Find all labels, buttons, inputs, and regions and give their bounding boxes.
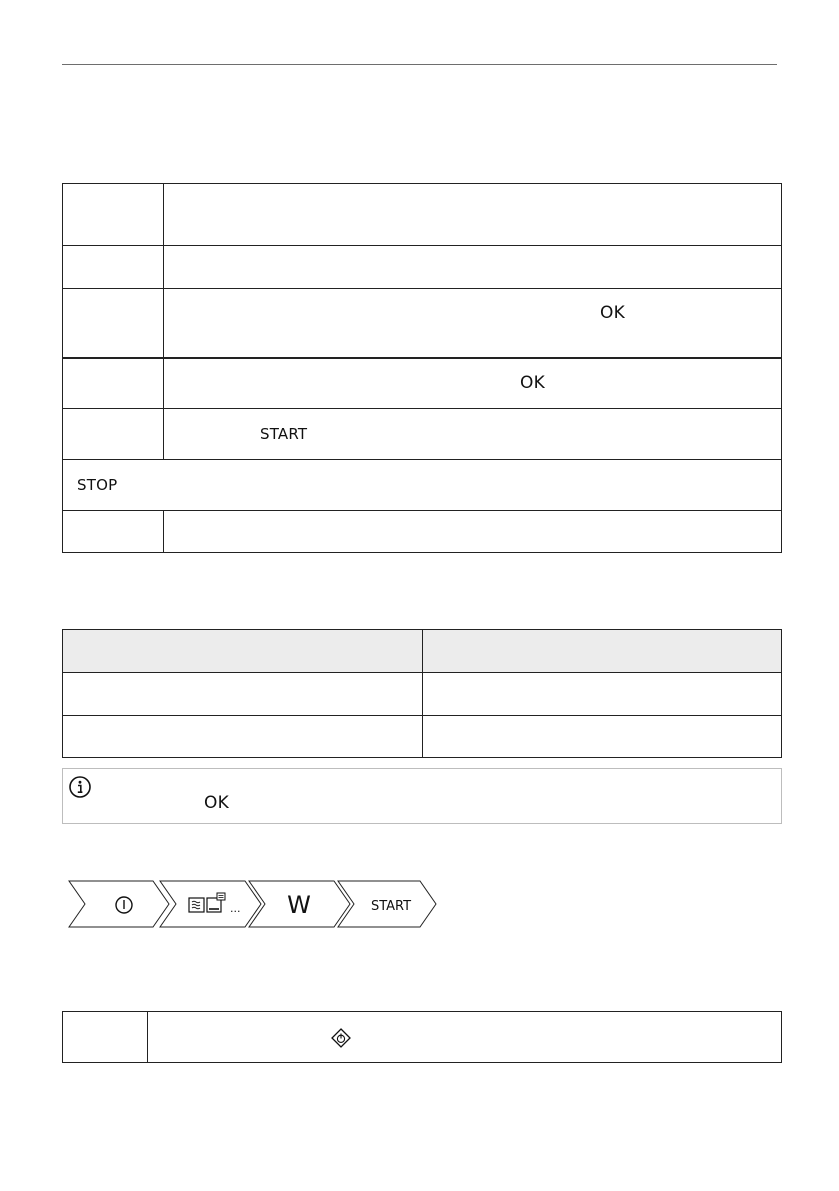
table-row [63,184,782,246]
step-cell [63,246,164,289]
table-cell [63,673,423,716]
step-cell [63,1012,148,1063]
sequence-step-power [69,881,169,927]
sequence-step-start [338,881,436,927]
final-table [62,1011,782,1063]
table-row [63,358,782,409]
ellipsis-text: ... [230,902,241,915]
settings-table [62,629,782,758]
step-cell [63,409,164,460]
step-text [164,184,782,246]
start-diamond-icon [330,1035,352,1053]
table-cell [422,716,782,758]
table-row [63,673,782,716]
ok-keyword: OK [600,303,625,323]
table-row [63,246,782,289]
table-header-row [63,630,782,673]
stop-keyword: STOP [77,476,118,494]
step-cell [63,511,164,553]
header-cell [63,630,423,673]
sequence-step-watt [249,881,350,927]
table-cell [422,673,782,716]
step-text-cell [148,1012,782,1063]
table-row [63,460,782,511]
info-note [62,768,782,824]
step-text-cell [164,409,782,460]
sequence-step-functions [160,881,261,927]
step-text [164,511,782,553]
header-cell [422,630,782,673]
info-icon [68,775,92,803]
ok-keyword: OK [520,373,545,394]
table-row [63,716,782,758]
step-cell [63,289,164,358]
operation-sequence [68,879,440,929]
start-label: START [370,899,412,914]
step-text-cell [164,358,782,409]
table-row [63,289,782,358]
watt-label: W [287,891,311,919]
step-cell [63,184,164,246]
step-text-cell [164,289,782,358]
table-row [63,409,782,460]
stop-cell [63,460,782,511]
table-row [63,511,782,553]
ok-keyword: OK [204,793,229,813]
table-cell [63,716,423,758]
step-cell [63,358,164,409]
table-row [63,1012,782,1063]
procedure-table [62,183,782,553]
step-text [164,246,782,289]
start-keyword: START [260,425,308,443]
header-rule [62,64,777,65]
